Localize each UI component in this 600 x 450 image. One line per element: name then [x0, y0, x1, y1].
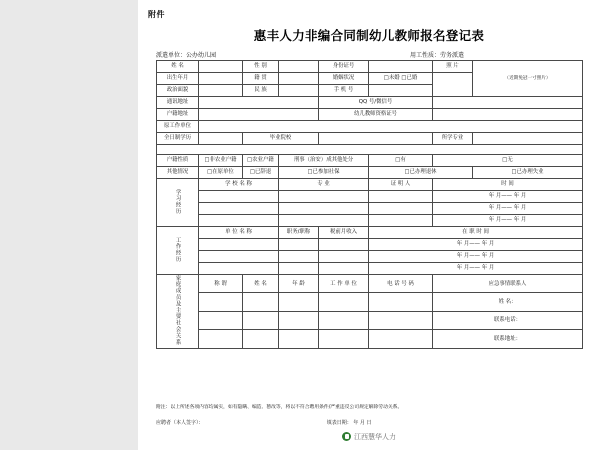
work-time-value[interactable]: 年 月—— 年 月: [369, 263, 583, 275]
emergency-phone-field[interactable]: 联系电话：: [433, 311, 583, 329]
table-row: [157, 293, 583, 311]
family-phone-header: 电 话 号 码: [369, 275, 433, 293]
form-notes: 附注：以上所述各项内容均属实，如有隐瞒、编造、篡改等，将以不符合聘用条件/严重违反公司规定解除劳动关系。: [156, 405, 403, 410]
study-major-value[interactable]: [279, 215, 369, 227]
signature-row: [156, 419, 582, 426]
emergency-name-field[interactable]: 姓 名：: [433, 293, 583, 311]
previous-employer-value[interactable]: [199, 121, 583, 133]
footer-brand: 江西慧华人力: [138, 432, 600, 442]
other-status-5[interactable]: □已办理失业: [473, 167, 583, 179]
registration-form-table: [156, 60, 583, 349]
study-major-value[interactable]: [279, 203, 369, 215]
work-time-value[interactable]: 年 月—— 年 月: [369, 239, 583, 251]
study-time-value[interactable]: 年 月—— 年 月: [433, 191, 583, 203]
marital-status-label: 婚姻状况: [319, 73, 369, 85]
family-age-header: 年 龄: [279, 275, 319, 293]
study-school-header: 学 校 名 称: [199, 179, 279, 191]
education-value[interactable]: [199, 133, 243, 145]
school-value[interactable]: [319, 133, 433, 145]
family-name-value[interactable]: [243, 293, 279, 311]
family-relation-value[interactable]: [199, 311, 243, 329]
table-row: [157, 227, 583, 239]
photo-box[interactable]: （近期免冠一寸照片）: [473, 61, 583, 97]
other-status-label: 其他情况: [157, 167, 199, 179]
table-row: [157, 133, 583, 145]
table-row: [157, 311, 583, 329]
table-row: [157, 251, 583, 263]
table-row: [157, 109, 583, 121]
table-row: [157, 330, 583, 348]
study-time-value[interactable]: 年 月—— 年 月: [433, 203, 583, 215]
political-status-label: 政治面貌: [157, 85, 199, 97]
work-position-value[interactable]: [279, 251, 319, 263]
mobile-value[interactable]: [369, 85, 433, 97]
table-row: [157, 121, 583, 133]
signature-label: 应聘者（本人签字）：: [156, 420, 204, 426]
family-phone-value[interactable]: [369, 330, 433, 348]
work-income-value[interactable]: [319, 239, 369, 251]
birth-date-value[interactable]: [199, 73, 243, 85]
education-label: 全日制学历: [157, 133, 199, 145]
name-value[interactable]: [199, 61, 243, 73]
mobile-label: 手 机 号: [319, 85, 369, 97]
qq-wechat-value[interactable]: [433, 97, 583, 109]
study-school-value[interactable]: [199, 191, 279, 203]
family-relation-value[interactable]: [199, 330, 243, 348]
table-row: [157, 179, 583, 191]
table-row: [157, 97, 583, 109]
study-referee-value[interactable]: [369, 215, 433, 227]
other-status-4[interactable]: □已办理退休: [369, 167, 473, 179]
study-time-value[interactable]: 年 月—— 年 月: [433, 215, 583, 227]
work-income-header: 税前月收入: [319, 227, 369, 239]
teacher-cert-value[interactable]: [433, 109, 583, 121]
penalty-yes[interactable]: □有: [369, 155, 433, 167]
native-place-value[interactable]: [279, 73, 319, 85]
id-number-value[interactable]: [369, 61, 433, 73]
family-workplace-header: 工 作 单 位: [319, 275, 369, 293]
table-row: [157, 167, 583, 179]
gender-value[interactable]: [279, 61, 319, 73]
address-value[interactable]: [199, 97, 319, 109]
family-name-value[interactable]: [243, 330, 279, 348]
emergency-contact-title: 应急事情联系人: [433, 275, 583, 293]
family-relation-value[interactable]: [199, 293, 243, 311]
date-label: 填表日期：: [326, 420, 352, 426]
native-place-label: 籍 贯: [243, 73, 279, 85]
study-referee-value[interactable]: [369, 191, 433, 203]
family-workplace-value[interactable]: [319, 311, 369, 329]
address-label: 通讯地址: [157, 97, 199, 109]
family-name-header: 姓 名: [243, 275, 279, 293]
household-address-value[interactable]: [199, 109, 319, 121]
work-position-header: 职务/职称: [279, 227, 319, 239]
study-referee-value[interactable]: [369, 203, 433, 215]
work-position-value[interactable]: [279, 239, 319, 251]
family-relation-header: 称 谓: [199, 275, 243, 293]
id-number-label: 身份证号: [319, 61, 369, 73]
work-section-label: 工作经历: [157, 227, 199, 275]
work-income-value[interactable]: [319, 251, 369, 263]
table-row: [157, 145, 583, 155]
marital-status-options[interactable]: □未婚 □已婚: [369, 73, 433, 85]
study-section-label: 学习经历: [157, 179, 199, 227]
work-time-header: 在 职 时 间: [369, 227, 583, 239]
study-time-header: 时 间: [433, 179, 583, 191]
study-school-value[interactable]: [199, 203, 279, 215]
school-label: 毕业院校: [243, 133, 319, 145]
family-phone-value[interactable]: [369, 293, 433, 311]
family-age-value[interactable]: [279, 330, 319, 348]
brand-logo-icon: [342, 432, 351, 441]
other-status-2[interactable]: □已辞退: [243, 167, 279, 179]
household-nature-nonagri[interactable]: □非农业户籍: [199, 155, 243, 167]
qq-wechat-label: QQ 号/微信号: [319, 97, 433, 109]
family-workplace-value[interactable]: [319, 330, 369, 348]
penalty-label: 刑事（治安）成其他处分: [279, 155, 369, 167]
spacer-cell: [157, 145, 583, 155]
family-workplace-value[interactable]: [319, 293, 369, 311]
family-phone-value[interactable]: [369, 311, 433, 329]
work-income-value[interactable]: [319, 263, 369, 275]
table-row: [157, 275, 583, 293]
table-row: [157, 215, 583, 227]
other-status-1[interactable]: □在原单位: [199, 167, 243, 179]
photo-label: 照 片: [433, 61, 473, 73]
work-company-value[interactable]: [199, 251, 279, 263]
table-row: [157, 239, 583, 251]
employment-type-label: 用工性质：劳务派遣: [410, 52, 465, 59]
household-nature-agri[interactable]: □农业户籍: [243, 155, 279, 167]
other-status-3[interactable]: □已参加社保: [279, 167, 369, 179]
name-label: 姓 名: [157, 61, 199, 73]
work-position-value[interactable]: [279, 263, 319, 275]
table-row: [157, 191, 583, 203]
major-label: 所学专业: [433, 133, 473, 145]
study-major-value[interactable]: [279, 191, 369, 203]
work-time-value[interactable]: 年 月—— 年 月: [369, 251, 583, 263]
family-age-value[interactable]: [279, 293, 319, 311]
page-title: 惠丰人力非编合同制幼儿教师报名登记表: [253, 28, 485, 43]
gender-label: 性 别: [243, 61, 279, 73]
household-address-label: 户籍地址: [157, 109, 199, 121]
teacher-cert-label: 幼儿教师资格证号: [319, 109, 433, 121]
birth-date-label: 出生年月: [157, 73, 199, 85]
date-value[interactable]: 年 月 日: [353, 420, 372, 426]
work-company-header: 单 位 名 称: [199, 227, 279, 239]
study-school-value[interactable]: [199, 215, 279, 227]
work-company-value[interactable]: [199, 263, 279, 275]
table-row: [157, 203, 583, 215]
penalty-no[interactable]: □无: [433, 155, 583, 167]
table-row: [157, 155, 583, 167]
ethnicity-label: 民 族: [243, 85, 279, 97]
family-name-value[interactable]: [243, 311, 279, 329]
table-row: [157, 263, 583, 275]
study-major-header: 专 业: [279, 179, 369, 191]
study-referee-header: 证 明 人: [369, 179, 433, 191]
previous-employer-label: 原工作单位: [157, 121, 199, 133]
political-status-value[interactable]: [199, 85, 243, 97]
dispatch-unit-label: 派遣单位：公办幼儿园: [156, 52, 217, 59]
major-value[interactable]: [473, 133, 583, 145]
family-age-value[interactable]: [279, 311, 319, 329]
work-company-value[interactable]: [199, 239, 279, 251]
household-nature-label: 户籍性质: [157, 155, 199, 167]
table-row: [157, 61, 583, 73]
family-section-label: 家庭成员及主要社会关系: [157, 275, 199, 349]
document-page: [138, 0, 600, 450]
attachment-label: 附件: [148, 10, 165, 19]
ethnicity-value[interactable]: [279, 85, 319, 97]
emergency-address-field[interactable]: 联系地址：: [433, 330, 583, 348]
